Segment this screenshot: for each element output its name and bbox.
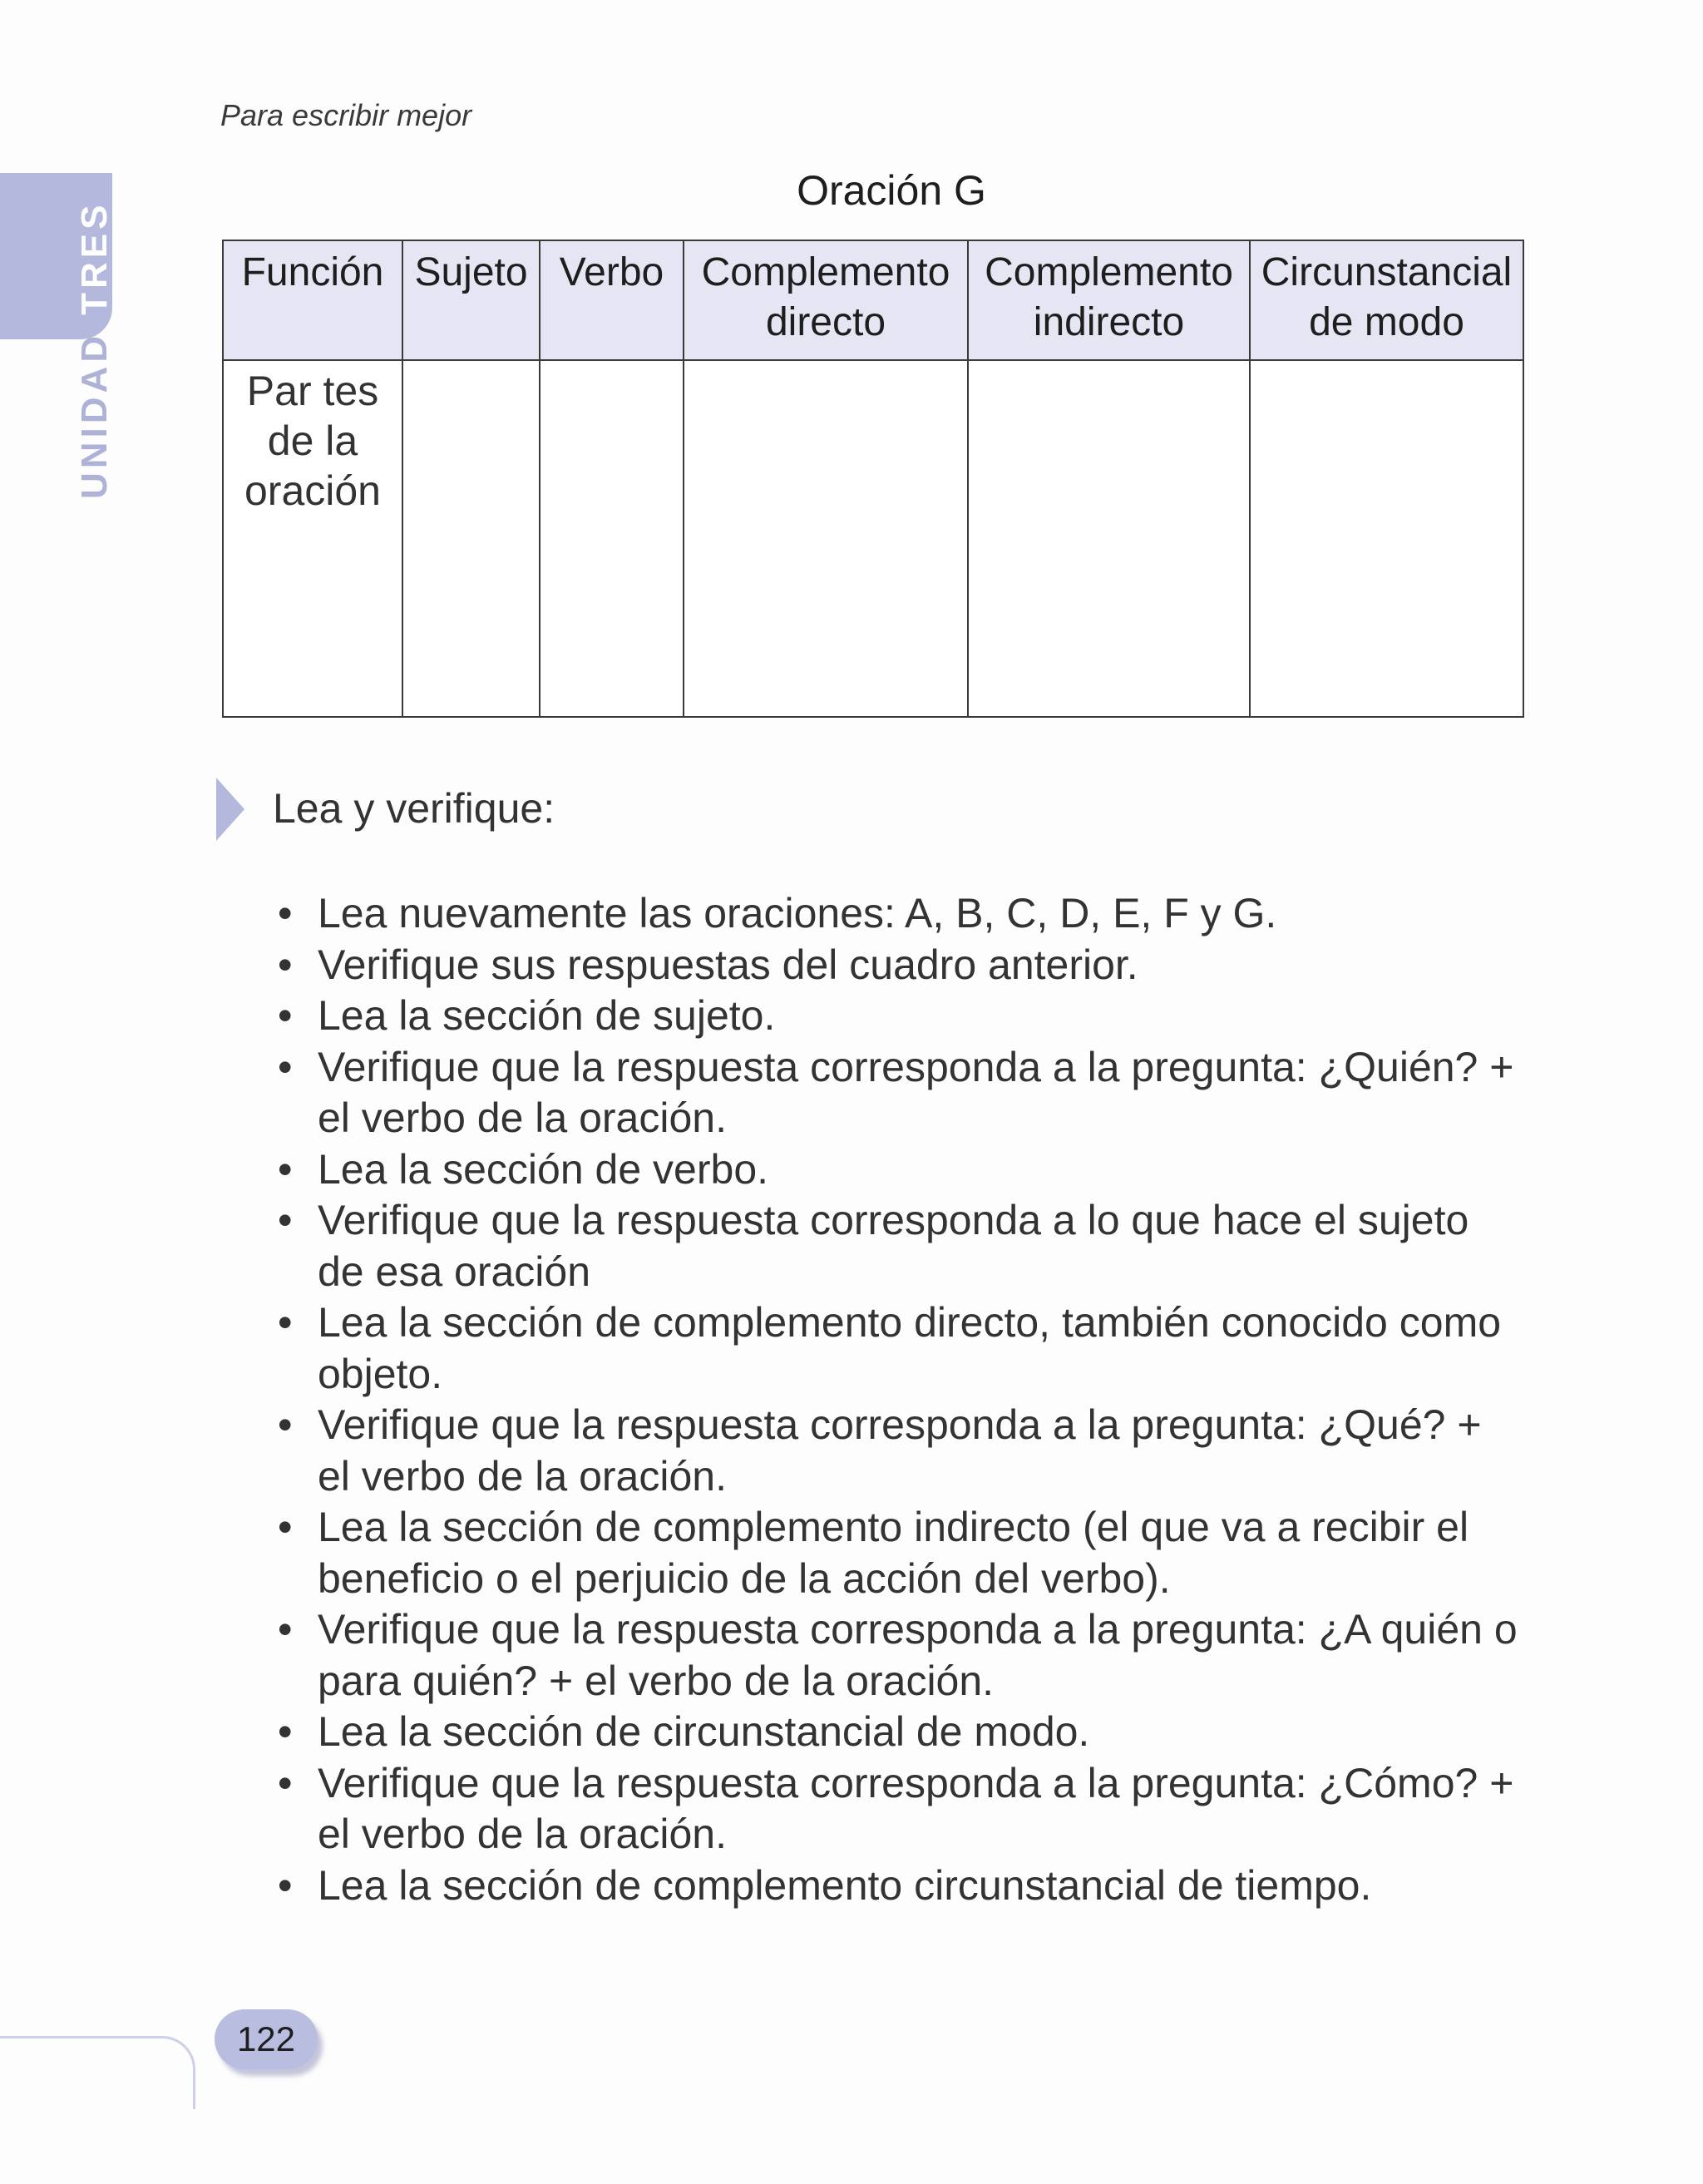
list-item <box>274 940 1522 991</box>
list-item <box>274 1144 1522 1196</box>
answer-cell-sujeto[interactable] <box>402 360 540 717</box>
instruction-list <box>274 888 1522 1911</box>
list-item-text: Lea la sección de complemento circunstancial de tiempo. <box>318 1861 1372 1909</box>
list-item <box>274 1297 1522 1400</box>
list-item <box>274 1502 1522 1604</box>
answer-cell-complemento-directo[interactable] <box>684 360 968 717</box>
bullet-icon: • <box>278 992 293 1039</box>
list-item <box>274 1707 1522 1758</box>
running-head: Para escribir mejor <box>220 98 472 132</box>
table-row <box>223 360 1523 717</box>
answer-cell-circunstancial-de-modo[interactable] <box>1250 360 1523 717</box>
list-item <box>274 1758 1522 1860</box>
answer-cell-verbo[interactable] <box>540 360 684 717</box>
list-item-text: Lea nuevamente las oraciones: A, B, C, D, E, F y G. <box>318 890 1277 936</box>
header-verbo: Verbo <box>540 240 684 360</box>
sentence-analysis-table <box>222 240 1524 718</box>
list-item-text: Verifique que la respuesta corresponda a la pregunta: ¿A quién o para quién? + el verbo de la oración. <box>318 1606 1518 1704</box>
list-item-text: Lea la sección de verbo. <box>318 1145 769 1193</box>
footer-rule <box>0 2036 195 2109</box>
row-label-partes: Par tes de la oración <box>223 360 402 717</box>
section-heading: Lea y verifique: <box>273 785 555 832</box>
list-item-text: Verifique que la respuesta corresponda a la pregunta: ¿Quién? + el verbo de la oración. <box>318 1043 1514 1141</box>
list-item <box>274 1195 1522 1297</box>
list-item <box>274 1604 1522 1707</box>
list-item-text: Verifique sus respuestas del cuadro anterior. <box>318 941 1138 988</box>
bullet-icon: • <box>278 1504 293 1550</box>
header-complemento-directo: Complemento directo <box>684 240 968 360</box>
page-number: 122 <box>215 2009 318 2069</box>
bullet-icon: • <box>278 1401 293 1448</box>
unit-number: TRES <box>74 200 115 315</box>
header-sujeto: Sujeto <box>402 240 540 360</box>
list-item-text: Lea la sección de complemento directo, también conocido como objeto. <box>318 1299 1502 1397</box>
bullet-icon: • <box>278 941 293 988</box>
bullet-icon: • <box>278 1759 293 1806</box>
table-header-row <box>223 240 1523 360</box>
list-item <box>274 1860 1522 1912</box>
list-item-text: Verifique que la respuesta corresponda a lo que hace el sujeto de esa oración <box>318 1197 1469 1295</box>
unit-word: UNIDAD <box>74 331 115 499</box>
list-item-text: Lea la sección de circunstancial de modo. <box>318 1708 1090 1755</box>
bullet-icon: • <box>278 1145 293 1193</box>
bullet-icon: • <box>278 1861 293 1909</box>
bullet-icon: • <box>278 1708 293 1755</box>
section-pointer-icon <box>216 778 244 841</box>
unit-label <box>74 201 116 499</box>
list-item-text: Verifique que la respuesta corresponda a la pregunta: ¿Cómo? + el verbo de la oración. <box>318 1759 1514 1857</box>
bullet-icon: • <box>278 1299 293 1346</box>
bullet-icon: • <box>278 1606 293 1653</box>
list-item <box>274 1042 1522 1144</box>
list-item-text: Verifique que la respuesta corresponda a la pregunta: ¿Qué? + el verbo de la oración. <box>318 1401 1482 1500</box>
list-item-text: Lea la sección de sujeto. <box>318 992 776 1039</box>
list-item <box>274 888 1522 940</box>
table-title: Oración G <box>797 167 986 214</box>
answer-cell-complemento-indirecto[interactable] <box>968 360 1250 717</box>
bullet-icon: • <box>278 1043 293 1090</box>
bullet-icon: • <box>278 1197 293 1243</box>
header-complemento-indirecto: Complemento indirecto <box>968 240 1250 360</box>
header-circunstancial-de-modo: Circunstancial de modo <box>1250 240 1523 360</box>
list-item-text: Lea la sección de complemento indirecto (el que va a recibir el beneficio o el perjuicio de la acción del verbo). <box>318 1504 1469 1602</box>
bullet-icon: • <box>278 890 293 936</box>
header-funcion: Función <box>223 240 402 360</box>
list-item <box>274 1400 1522 1502</box>
list-item <box>274 991 1522 1042</box>
